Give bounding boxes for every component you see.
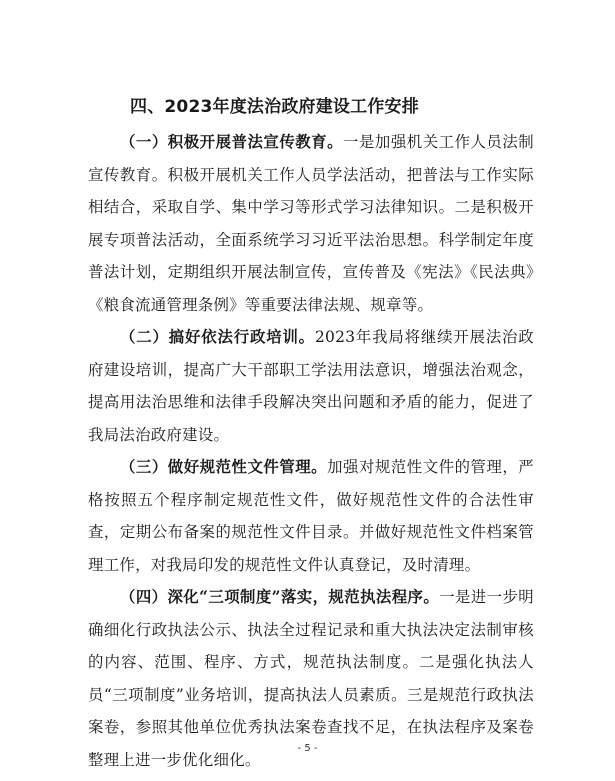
- page-number: - 5 -: [297, 743, 318, 754]
- section-body: [88, 126, 534, 776]
- paragraph-3: [88, 451, 534, 581]
- paragraph-3-text: 加强对规范性文件的管理，严格按照五个程序制定规范性文件，做好规范性文件的合法性审查，定期公布备案的规范性文件目录。并做好规范性文件档案管理工作，对我局印发的规范性文件认真登记，及时清理。: [88, 458, 534, 574]
- paragraph-1: [88, 126, 534, 321]
- section-heading: 四、2023年度法治政府建设工作安排: [130, 97, 419, 117]
- paragraph-4-lead: （四）深化“三项制度”落实，规范执法程序。: [120, 588, 440, 606]
- paragraph-2: [88, 321, 534, 451]
- paragraph-1-lead: （一）积极开展普法宣传教育。: [120, 133, 344, 151]
- paragraph-2-text: 2023年我局将继续开展法治政府建设培训，提高广大干部职工学法用法意识，增强法治观念，提高用法治思维和法律手段解决突出问题和矛盾的能力，促进了我局法治政府建设。: [88, 328, 534, 444]
- paragraph-1-text: 一是加强机关工作人员法制宣传教育。积极开展机关工作人员学法活动，把普法与工作实际相结合，采取自学、集中学习等形式学习法律知识。二是积极开展专项普法活动，全面系统学习习近平法治思想。科学制定年度普法计划，定期组织开展法制宣传，宣传普及《宪法》《民法典》《粮食流通管理条例》等重要法律法规、规章等。: [88, 133, 534, 314]
- paragraph-2-lead: （二）搞好依法行政培训。: [120, 328, 315, 346]
- paragraph-3-lead: （三）做好规范性文件管理。: [120, 458, 328, 476]
- paragraph-4-text: 一是进一步明确细化行政执法公示、执法全过程记录和重大执法决定法制审核的内容、范围、程序、方式，规范执法制度。二是强化执法人员“三项制度”业务培训，提高执法人员素质。三是规范行政执法案卷，参照其他单位优秀执法案卷查找不足，在执法程序及案卷整理上进一步优化细化。: [88, 588, 534, 769]
